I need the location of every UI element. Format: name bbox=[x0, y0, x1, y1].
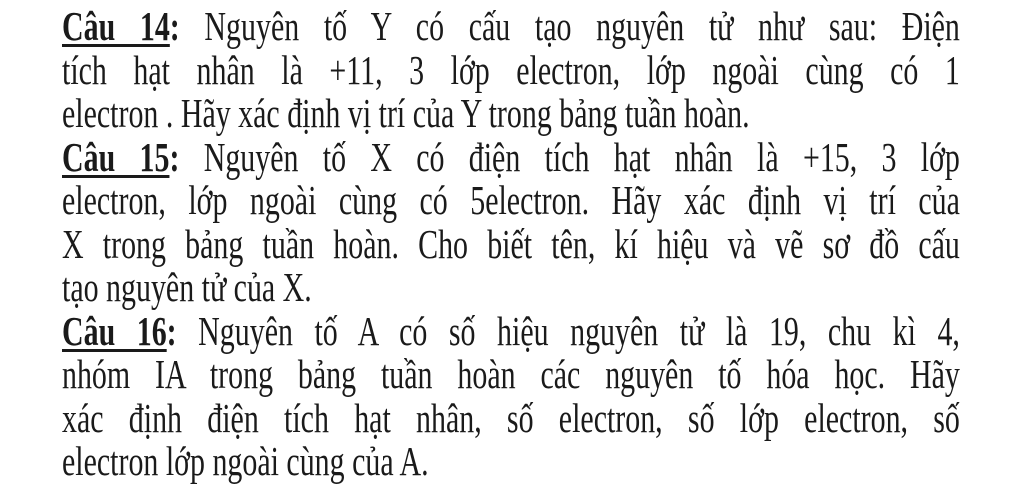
question-label: Câu 15 bbox=[62, 133, 170, 180]
label-colon: : bbox=[169, 133, 180, 180]
question-label: Câu 14 bbox=[62, 3, 170, 49]
paragraph-cau-15 bbox=[62, 133, 960, 310]
line-text: Nguyên tố A có số hiệu nguyên tử là 19, chu kì 4, bbox=[176, 307, 960, 354]
text-line: xác định điện tích hạt nhân, số electron, số lớp electron, số bbox=[62, 394, 960, 441]
text-line bbox=[62, 5, 960, 49]
text-line: tạo nguyên tử của X. bbox=[62, 264, 312, 310]
paragraph-cau-14 bbox=[62, 5, 960, 136]
text-block bbox=[62, 5, 960, 484]
label-colon: : bbox=[169, 3, 180, 49]
line-text: Nguyên tố X có điện tích hạt nhân là +15, 3 lớp bbox=[179, 133, 960, 180]
text-line: tích hạt nhân là +11, 3 lớp electron, lớp ngoài cùng có 1 bbox=[62, 46, 960, 93]
text-line bbox=[62, 133, 960, 180]
paragraph-cau-16 bbox=[62, 307, 960, 484]
line-text: Nguyên tố Y có cấu tạo nguyên tử như sau: Điện bbox=[179, 3, 960, 49]
label-colon: : bbox=[166, 307, 177, 354]
text-line: electron, lớp ngoài cùng có 5electron. Hãy xác định vị trí của bbox=[62, 177, 960, 223]
text-line: electron . Hãy xác định vị trí của Y trong bảng tuần hoàn. bbox=[62, 90, 750, 136]
text-line bbox=[62, 307, 960, 354]
question-label: Câu 16 bbox=[62, 307, 167, 354]
text-line: X trong bảng tuần hoàn. Cho biết tên, kí hiệu và vẽ sơ đồ cấu bbox=[62, 220, 960, 267]
text-line: electron lớp ngoài cùng của A. bbox=[62, 438, 429, 484]
text-line: nhóm IA trong bảng tuần hoàn các nguyên tố hóa học. Hãy bbox=[62, 351, 960, 397]
